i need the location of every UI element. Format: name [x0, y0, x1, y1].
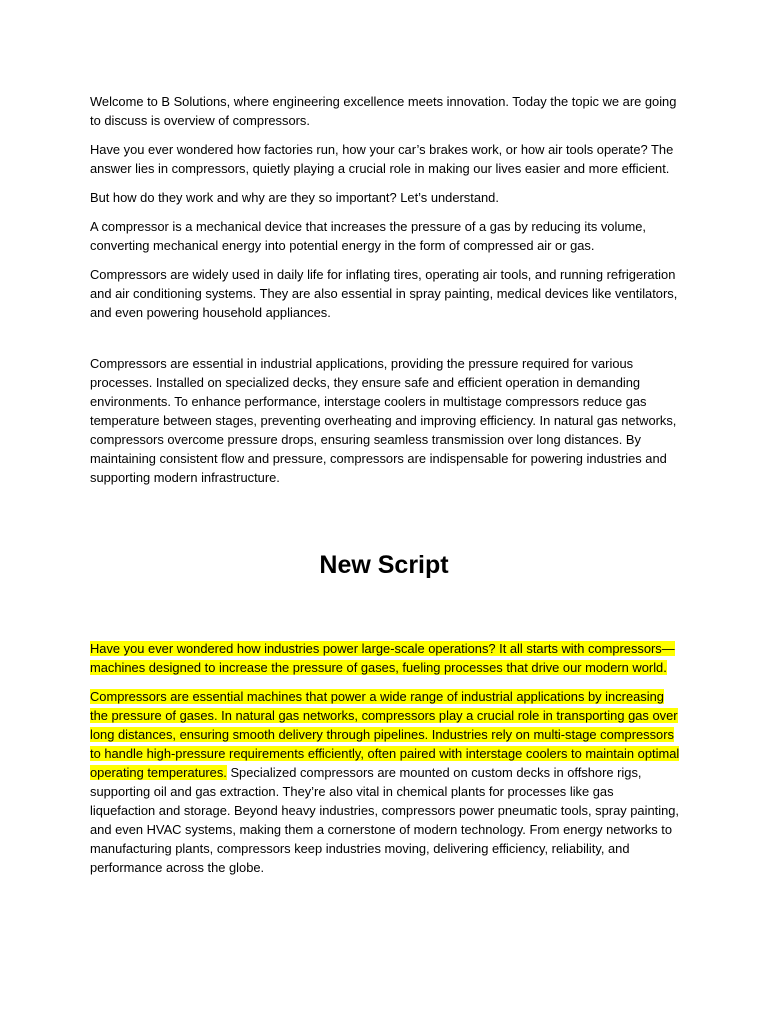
section-gap: [90, 497, 680, 549]
intro-paragraph-5: Compressors are widely used in daily life for inflating tires, operating air tools, and running refrigeration and air conditioning systems. They are also essential in spray painting, medical devices like ventilators, and even powering household appliances.: [90, 267, 678, 320]
intro-paragraph-4: A compressor is a mechanical device that increases the pressure of a gas by reducing its volume, converting mechanical energy into potential energy in the form of compressed air or gas.: [90, 219, 647, 253]
document-body: [90, 92, 680, 887]
new-script-paragraph-1: [90, 639, 680, 677]
plain-text: Specialized compressors are mounted on custom decks in offshore rigs, supporting oil and gas extraction. They’re also vital in chemical plants for processes like gas liquefaction and storage. Beyond heavy industries, compressors power pneumatic tools, spray painting, and even HVAC systems, making them a cornerstone of modern technology. From energy networks to manufacturing plants, compressors keep industries moving, delivering efficiency, reliability, and performance across the globe.: [90, 765, 679, 875]
paragraph-gap: [90, 332, 680, 354]
highlighted-text: Compressors are essential machines that power a wide range of industrial applications by increasing the pressure of gases. In natural gas networks, compressors play a crucial role in transporting gas over long distances, ensuring smooth delivery through pipelines. Industries rely on multi-stage compressors to handle high-pressure requirements efficiently, often paired with interstage coolers to maintain optimal operating temperatures.: [90, 689, 680, 780]
intro-paragraph-6: Compressors are essential in industrial applications, providing the pressure required for various processes. Installed on specialized decks, they ensure safe and efficient operation in demanding environments. To enhance performance, interstage coolers in multistage compressors reduce gas temperature between stages, preventing overheating and improving efficiency. In natural gas networks, compressors overcome pressure drops, ensuring seamless transmission over long distances. By maintaining consistent flow and pressure, compressors are indispensable for powering industries and supporting modern infrastructure.: [90, 356, 677, 485]
intro-paragraph-2: Have you ever wondered how factories run, how your car’s brakes work, or how air tools operate? The answer lies in compressors, quietly playing a crucial role in making our lives easier and more efficient.: [90, 142, 674, 176]
intro-paragraph-3: But how do they work and why are they so important? Let’s understand.: [90, 190, 499, 205]
intro-paragraph-1: Welcome to B Solutions, where engineering excellence meets innovation. Today the topic we are going to discuss is overview of compressors.: [90, 94, 677, 128]
new-script-paragraph-2: [90, 687, 680, 877]
highlighted-text: Have you ever wondered how industries power large-scale operations? It all starts with compressors—machines designed to increase the pressure of gases, fueling processes that drive our modern world.: [90, 641, 675, 675]
new-script-heading: New Script: [319, 551, 449, 579]
heading-gap: [90, 581, 680, 639]
heading-container: [0, 549, 768, 581]
